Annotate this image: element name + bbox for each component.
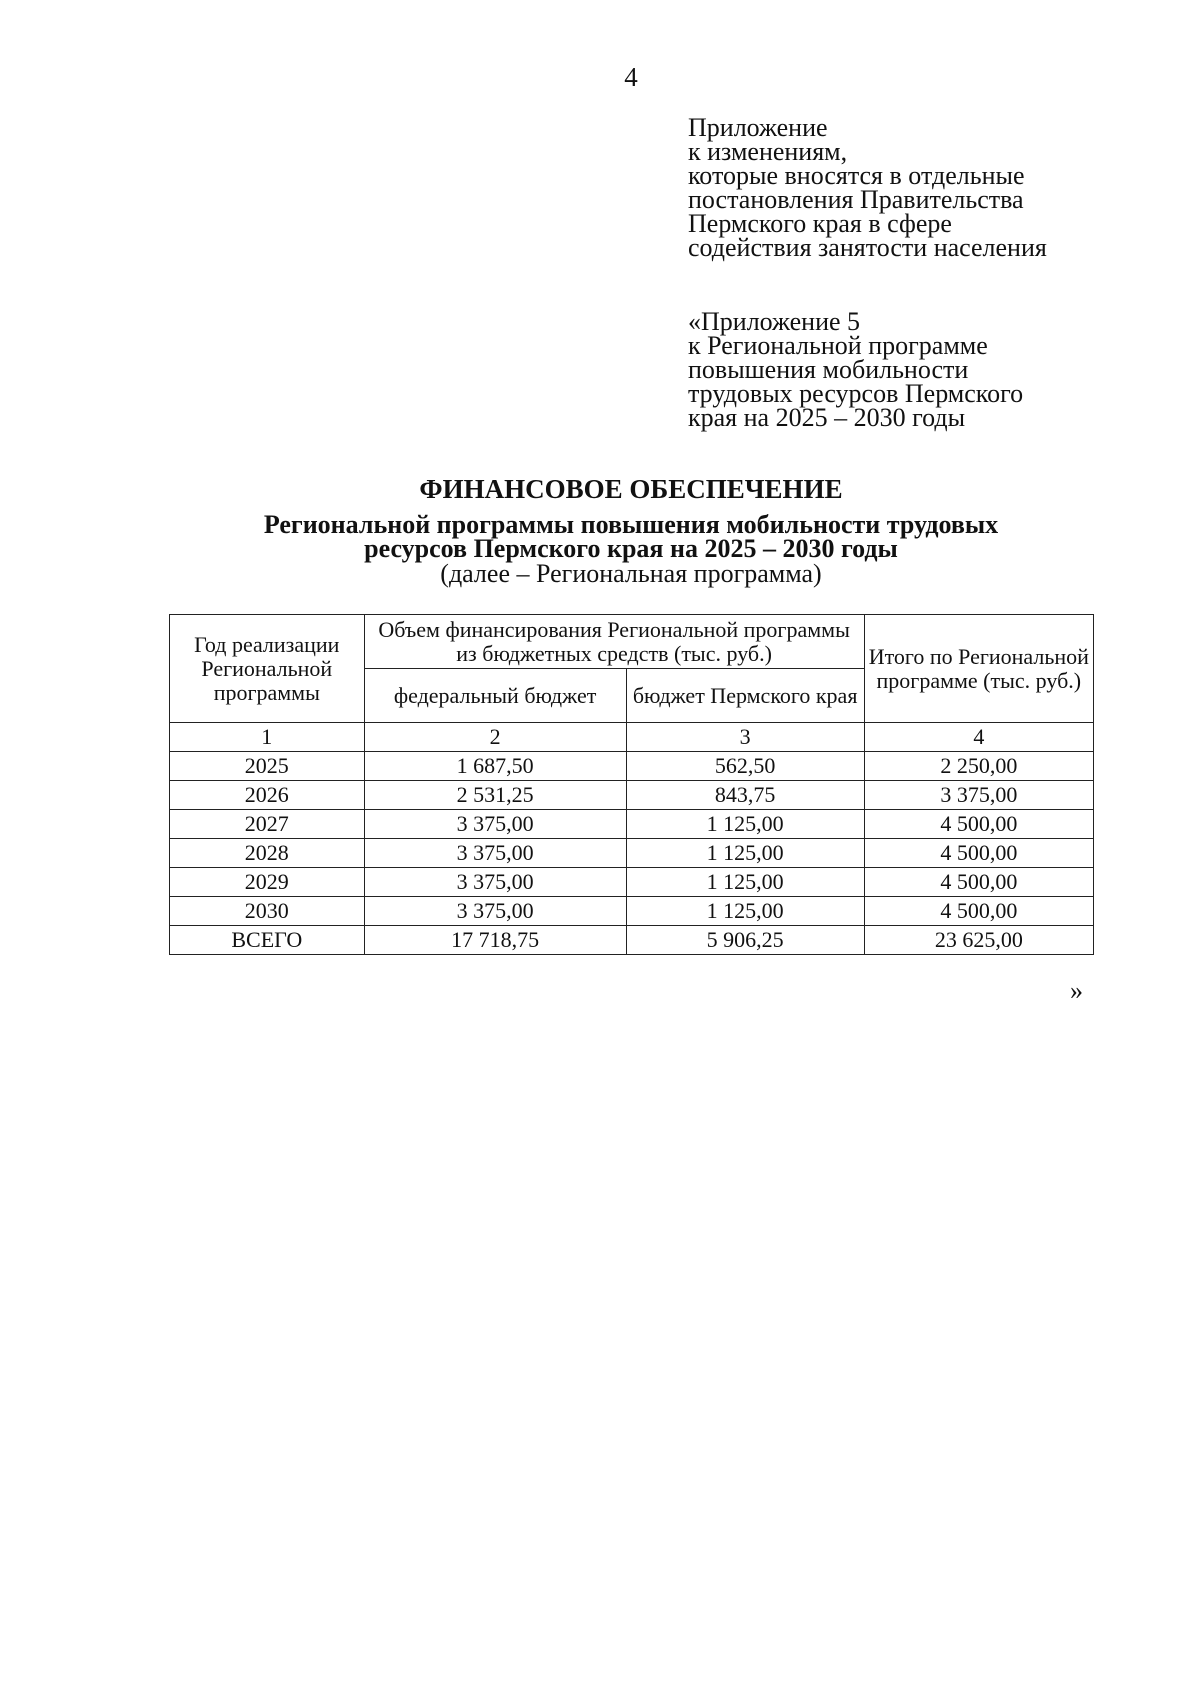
cell-total: 4 500,00 bbox=[864, 897, 1093, 926]
program-appendix-line: повышения мобильности bbox=[688, 355, 969, 384]
cell-federal: 17 718,75 bbox=[364, 926, 626, 955]
column-number: 3 bbox=[626, 723, 864, 752]
document-subtitle bbox=[0, 510, 1200, 563]
subtitle-line-1: Региональной программы повышения мобильности трудовых bbox=[263, 510, 999, 539]
column-number: 1 bbox=[170, 723, 365, 752]
header-year: Год реализации Региональной программы bbox=[170, 615, 365, 723]
header-federal: федеральный бюджет bbox=[364, 669, 626, 723]
cell-regional: 1 125,00 bbox=[626, 839, 864, 868]
financing-table bbox=[169, 614, 1094, 955]
appendix-line: содействия занятости населения bbox=[688, 233, 1047, 262]
cell-regional: 843,75 bbox=[626, 781, 864, 810]
header-total: Итого по Региональной программе (тыс. руб.) bbox=[864, 615, 1093, 723]
appendix-line: к изменениям, bbox=[688, 137, 848, 166]
table-row bbox=[170, 781, 1094, 810]
subtitle-note: (далее – Региональная программа) bbox=[440, 559, 822, 588]
cell-total: 23 625,00 bbox=[864, 926, 1093, 955]
cell-regional: 1 125,00 bbox=[626, 810, 864, 839]
appendix-line: постановления Правительства bbox=[688, 185, 1024, 214]
cell-total: 4 500,00 bbox=[864, 839, 1093, 868]
cell-total: 3 375,00 bbox=[864, 781, 1093, 810]
cell-regional: 5 906,25 bbox=[626, 926, 864, 955]
cell-total: 4 500,00 bbox=[864, 868, 1093, 897]
cell-year: 2029 bbox=[170, 868, 365, 897]
cell-total: 4 500,00 bbox=[864, 810, 1093, 839]
cell-year: 2028 bbox=[170, 839, 365, 868]
cell-year: 2030 bbox=[170, 897, 365, 926]
table-header-row bbox=[170, 615, 1094, 669]
table-row bbox=[170, 810, 1094, 839]
cell-year: 2027 bbox=[170, 810, 365, 839]
cell-federal: 2 531,25 bbox=[364, 781, 626, 810]
cell-regional: 1 125,00 bbox=[626, 868, 864, 897]
column-number-row bbox=[170, 723, 1094, 752]
table-row bbox=[170, 839, 1094, 868]
program-appendix-block bbox=[688, 307, 1024, 432]
closing-quote: » bbox=[1070, 976, 1083, 1005]
cell-year: ВСЕГО bbox=[170, 926, 365, 955]
program-appendix-line: края на 2025 – 2030 годы bbox=[688, 403, 966, 432]
column-number: 4 bbox=[864, 723, 1093, 752]
cell-regional: 562,50 bbox=[626, 752, 864, 781]
cell-federal: 1 687,50 bbox=[364, 752, 626, 781]
table-row bbox=[170, 897, 1094, 926]
appendix-block bbox=[688, 113, 1047, 262]
program-appendix-line: трудовых ресурсов Пермского bbox=[688, 379, 1024, 408]
appendix-line: которые вносятся в отдельные bbox=[688, 161, 1025, 190]
table-row-total bbox=[170, 926, 1094, 955]
appendix-line: Пермского края в сфере bbox=[688, 209, 952, 238]
cell-federal: 3 375,00 bbox=[364, 897, 626, 926]
subtitle-line-2: ресурсов Пермского края на 2025 – 2030 годы bbox=[364, 534, 898, 563]
document-title: ФИНАНСОВОЕ ОБЕСПЕЧЕНИЕ bbox=[419, 474, 843, 504]
program-appendix-line: к Региональной программе bbox=[688, 331, 988, 360]
header-regional: бюджет Пермского края bbox=[626, 669, 864, 723]
cell-year: 2026 bbox=[170, 781, 365, 810]
cell-federal: 3 375,00 bbox=[364, 810, 626, 839]
cell-federal: 3 375,00 bbox=[364, 868, 626, 897]
page-number: 4 bbox=[624, 62, 638, 92]
column-number: 2 bbox=[364, 723, 626, 752]
program-appendix-line: «Приложение 5 bbox=[688, 307, 861, 336]
cell-regional: 1 125,00 bbox=[626, 897, 864, 926]
table-row bbox=[170, 752, 1094, 781]
table-row bbox=[170, 868, 1094, 897]
cell-total: 2 250,00 bbox=[864, 752, 1093, 781]
header-funding-group: Объем финансирования Региональной программы из бюджетных средств (тыс. руб.) bbox=[364, 615, 864, 669]
cell-year: 2025 bbox=[170, 752, 365, 781]
appendix-line: Приложение bbox=[688, 113, 828, 142]
cell-federal: 3 375,00 bbox=[364, 839, 626, 868]
